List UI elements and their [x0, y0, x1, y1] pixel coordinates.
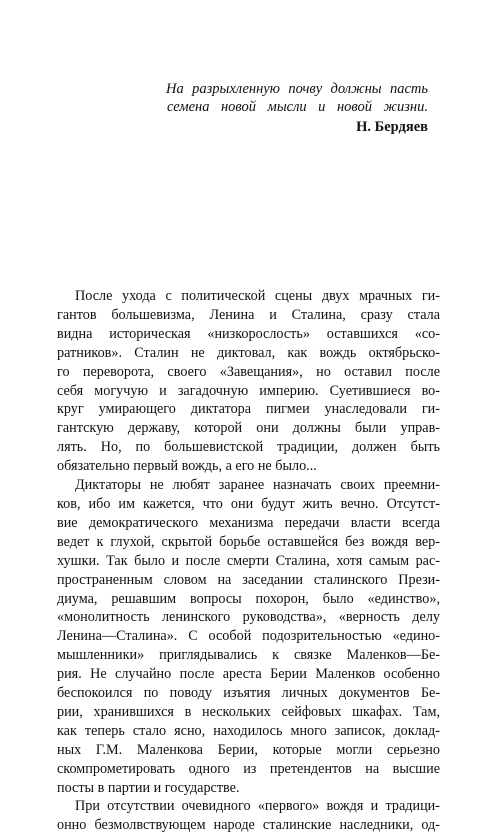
- paragraph: [57, 476, 440, 797]
- text-line: хушки. Так было и после смерти Сталина, хотя самым рас-: [57, 552, 440, 569]
- text-line: гантов большевизма, Ленина и Сталина, сразу стала: [57, 306, 440, 323]
- text-line: мышленники» приглядывались к связке Маленков—Бе-: [57, 647, 440, 664]
- text-line: го переворота, своего «Завещания», но оставил после: [57, 363, 440, 380]
- epigraph-line: На разрыхленную почву должны пасть: [166, 81, 428, 97]
- text-line: рия. Не случайно после ареста Берии Маленков особенно: [57, 666, 440, 683]
- text-line: скомпрометировать одного из претендентов на высшие: [57, 760, 440, 777]
- text-line: При отсутствии очевидного «первого» вождя и традици-: [75, 798, 440, 815]
- text-line: беспокоился по поводу изъятия личных документов Бе-: [57, 685, 440, 702]
- text-line: ков, ибо им кажется, что они будут жить вечно. Отсутст-: [57, 495, 440, 512]
- epigraph-line: семена новой мысли и новой жизни.: [167, 99, 428, 115]
- text-line: ведет к глухой, скрытой борьбе оставшейся без вождя вер-: [57, 533, 440, 550]
- text-line: онно безмолвствующем народе сталинские наследники, од-: [57, 817, 440, 834]
- text-line: круг умирающего диктатора пигмеи унаследовали ги-: [57, 401, 440, 418]
- text-line: пространенным словом на заседании сталинского Прези-: [57, 571, 440, 588]
- text-line: посты в партии и государстве.: [57, 779, 240, 796]
- text-line: Ленина—Сталина». С особой подозрительностью «едино-: [57, 628, 440, 645]
- paragraph: [57, 287, 440, 476]
- text-line: обязательно первый вождь, а его не было...: [57, 458, 317, 475]
- text-line: ных Г.М. Маленкова Берии, которые могли серьезно: [57, 741, 440, 758]
- main-text: [57, 287, 440, 835]
- text-line: Диктаторы не любят заранее назначать своих преемни-: [75, 477, 440, 494]
- text-line: вие демократического механизма передачи власти всегда: [57, 514, 440, 531]
- text-line: После ухода с политической сцены двух мрачных ги-: [75, 288, 440, 304]
- text-line: как теперь стало ясно, находилось много записок, доклад-: [57, 722, 440, 739]
- epigraph: [166, 80, 428, 116]
- text-line: диума, решавшим вопросы похорон, было «единство»,: [57, 590, 440, 607]
- text-line: рии, хранившихся в нескольких сейфовых шкафах. Там,: [57, 703, 440, 720]
- text-line: гантскую державу, которой они должны были управ-: [57, 420, 440, 437]
- paragraph: [57, 797, 440, 835]
- text-line: ратников». Сталин не диктовал, как вождь октябрьско-: [57, 344, 440, 361]
- text-line: «монолитность ленинского руководства», «верность делу: [57, 609, 440, 626]
- epigraph-author: Н. Бердяев: [356, 119, 428, 135]
- text-line: лять. Но, по большевистской традиции, должен быть: [57, 439, 440, 456]
- text-line: видна историческая «низкорослость» оставшихся «со-: [57, 325, 440, 342]
- text-line: себя могучую и загадочную империю. Суетившиеся во-: [57, 382, 440, 399]
